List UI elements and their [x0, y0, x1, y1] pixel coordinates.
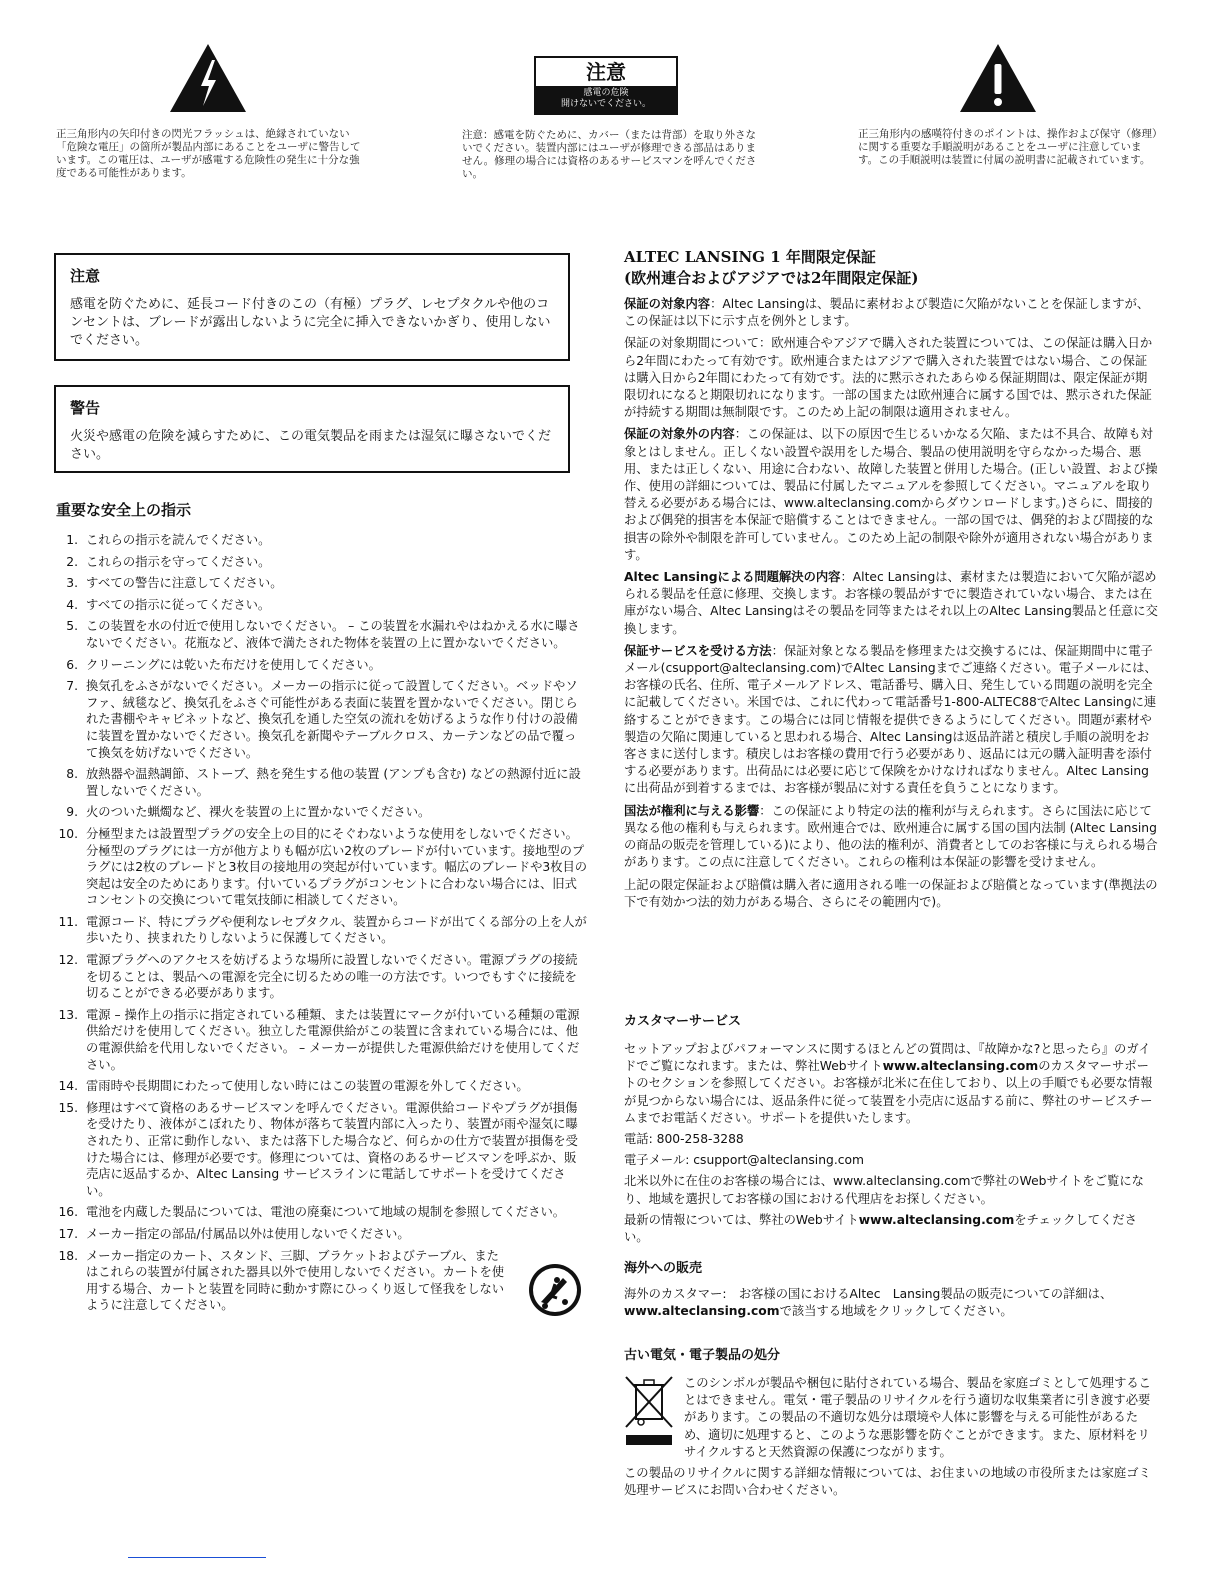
safety-item [56, 1007, 588, 1073]
exclamation-caption: 正三角形内の感嘆符付きのポイントは、操作および保守（修理）に関する重要な手順説明があることをユーザに注意しています。この手順説明は装置に付属の説明書に記載されています。 [858, 128, 1158, 166]
caution-label [534, 56, 678, 115]
customer-service-international: 北米以外に在住のお客様の場合には、www.alteclansing.comで弊社のWebサイトをご覧になり、地域を選択してお客様の国における代理店をお探しください。 [624, 1174, 1144, 1206]
lightning-triangle-icon [168, 42, 248, 114]
warranty-coverage: 保証の対象内容：Altec Lansingは、製品に素材および製造に欠陥がないことを保証しますが、この保証は以下に示す点を例外とします。 [624, 297, 1150, 329]
caution-box-text: 感電を防ぐために、延長コード付きのこの（有極）プラグ、レセプタクルや他のコンセントは、ブレードが露出しないように完全に挿入できないかぎり、使用しないでください。 [70, 297, 551, 348]
website-link[interactable]: www.alteclansing.com [858, 1212, 1015, 1227]
warning-box-text: 火災や感電の危険を減らすために、この電気製品を雨または湿気に曝さないでください。 [70, 429, 552, 462]
safety-item [56, 678, 588, 761]
safety-item-text: 換気孔をふさがないでください。メーカーの指示に従って設置してください。ベッドやソファ、絨毯など、換気孔をふさぐ可能性がある表面に装置を置かないでください。閉じられた書棚やキャビネットなど、換気孔を通した空気の流れを妨げるような作り付けの設備に装置を置かないでください。換気孔を新聞やテーブルクロス、カーテンなどの品で覆って換気を妨げないでください。 [86, 679, 578, 760]
safety-item-number: 3. [66, 576, 78, 591]
safety-item-text: 電源プラグへのアクセスを妨げるような場所に設置しないでください。電源プラグの接続を切ることは、製品への電源を完全に切るための唯一の方法です。いつでもすぐに接続を切ることができる必要があります。 [86, 953, 578, 1001]
safety-item-number: 10. [58, 826, 78, 841]
safety-item [56, 618, 588, 651]
safety-item-number: 17. [58, 1226, 78, 1241]
safety-item [56, 1204, 588, 1221]
safety-item [56, 952, 588, 1002]
safety-item-number: 9. [66, 805, 78, 820]
safety-item [56, 1078, 588, 1095]
warranty-law: 国法が権利に与える影響：この保証により特定の法的権利が与えられます。さらに国法に応じて異なる他の権利も与えられます。欧州連合では、欧州連合に属する国の国内法制 (Altec Lansingの商品の販売を管理している)により、他の法的権利が、消費者としてのお客様に与えられる場合があります。この点に注意してください。これらの権利は本保証の影響を受けません。 [624, 803, 1158, 870]
safety-item [56, 914, 588, 947]
safety-item-number: 11. [58, 914, 78, 929]
safety-item-text: これらの指示を読んでください。 [86, 533, 271, 547]
customer-service-email[interactable]: 電子メール: csupport@alteclansing.com [624, 1153, 864, 1168]
weee-symbol [624, 1375, 680, 1465]
exclamation-symbol-block [858, 42, 1158, 167]
warning-box-title: 警告 [70, 399, 101, 417]
safety-item-number: 1. [66, 533, 78, 547]
disposal-text-continued: この製品のリサイクルに関する詳細な情報については、お住まいの地域の市役所または家庭ゴミ処理サービスにお問い合わせください。 [624, 1466, 1151, 1498]
safety-item [56, 657, 588, 674]
safety-item [56, 766, 588, 799]
lightning-symbol-block [56, 42, 366, 180]
safety-item-number: 14. [58, 1079, 78, 1094]
safety-item [56, 1226, 588, 1243]
safety-item-text: 電源 – 操作上の指示に指定されている種類、または装置にマークが付いている種類の電源供給だけを使用してください。独立した電源供給がこの装置に含まれている場合には、他の電源供給を代用しないでください。 – メーカーが提供した電源供給だけを使用してください。 [86, 1007, 580, 1072]
safety-item-text: 修理はすべて資格のあるサービスマンを呼んでください。電源供給コードやプラグが損傷を受けたり、液体がこぼれたり、物体が落ちて装置内部に入ったり、装置が雨や湿気に曝されたり、正常に動作しない、または落下した場合など、何らかの仕方で装置が損傷を受けた場合には、修理が必要です。修理については、資格のあるサービスマンを呼ぶか、販売店に返品するか、Altec Lansing サービスラインに電話してサポートを受けてください。 [86, 1100, 578, 1198]
warranty-period: 保証の対象期間について：欧州連合やアジアで購入された装置については、この保証は購入日から2年間にわたって有効です。欧州連合またはアジアで購入された装置ではない場合、この保証は購入日から2年間にわたって有効です。法的に黙示されたあらゆる保証期間は、限定保証が期限切れになると期限切れになります。一部の国または欧州連合に属する国では、黙示された保証が持続する期間は無制限です。このため上記の制限は適用されません。 [624, 336, 1153, 420]
safety-item-text: クリーニングには乾いた布だけを使用してください。 [86, 657, 381, 672]
caution-label-subtitle: 感電の危険 開けないでください。 [536, 86, 676, 113]
safety-item-number: 8. [66, 767, 78, 782]
customer-service-title: カスタマーサービス [624, 1014, 742, 1029]
safety-item [56, 1248, 588, 1314]
caution-box-title: 注意 [70, 267, 101, 285]
safety-item [56, 575, 588, 592]
safety-item-number: 6. [66, 657, 78, 672]
safety-item-number: 4. [66, 597, 78, 612]
warranty-title-line1: ALTEC LANSING 1 年間限定保証 [624, 248, 876, 266]
safety-item-text: この装置を水の付近で使用しないでください。 – この装置を水漏れやはねかえる水に曝さないでください。花瓶など、液体で満たされた物体を装置の上に置かないでください。 [86, 619, 580, 650]
customer-service-intro: セットアップおよびパフォーマンスに関するほとんどの質問は、『故障かな?と思ったら』のガイドでご覧になれます。または、弊社Webサイトwww.alteclansing.comのカスタマーサポートのセクションを参照してください。お客様が北米に在住しており、以上の手順でも必要な情報が見つからない場合には、返品条件に従って装置を小売店に返品する前に、弊社のサービスチームまでお電話ください。サポートを提供いたします。 [624, 1042, 1153, 1125]
website-link[interactable]: www.alteclansing.com [882, 1059, 1039, 1074]
safety-item-text: すべての指示に従ってください。 [86, 597, 271, 612]
safety-item-text: メーカー指定の部品/付属品以外は使用しないでください。 [86, 1226, 410, 1241]
safety-item-number: 13. [58, 1007, 78, 1022]
safety-item [56, 826, 588, 909]
warning-box [54, 385, 570, 473]
caution-label-title: 注意 [586, 60, 626, 84]
disposal-body [624, 1375, 1158, 1465]
lightning-caption: 正三角形内の矢印付きの閃光フラッシュは、絶縁されていない「危険な電圧」の箇所が製品内部にあることをユーザに警告しています。この電圧は、ユーザが感電する危険性の発生に十分な強度である可能性があります。 [56, 128, 361, 179]
safety-item-number: 16. [58, 1205, 78, 1220]
safety-item-number: 7. [66, 679, 78, 694]
safety-item-number: 18. [58, 1248, 78, 1263]
disposal-section [624, 1344, 1158, 1503]
warranty-service: 保証サービスを受ける方法：保証対象となる製品を修理または交換するには、保証期間中に電子メール(csupport@alteclansing.com)でAltec Lansingまでご連絡ください。電子メールには、お客様の氏名、住所、電子メールアドレス、電話番号、購入日、発生している問題の説明を完全に記載してください。米国では、これに代わって電話番号1-800-ALTEC88でAltec Lansingに連絡することができます。この場合には同じ情報を提供できるようにしてください。問題が素材や製造の欠陥に関連していると思われる場合、Altec Lansingは返品許諾と積戻し手順の説明をお客さまに送付します。積戻しはお客様の費用で行う必要があり、返品には元の購入証明書を添付する必要があります。出荷品には必要に応じて保険をかけなければなりません。Altec Lansingに出荷品が到着するまでは、お客様が製品に対する責任を負うことになります。 [624, 643, 1157, 796]
safety-item [56, 804, 588, 821]
warranty-limit: 上記の限定保証および賠償は購入者に適用される唯一の保証および賠償となっています(準拠法の下で有効かつ法的効力がある場合、さらにその範囲内で)。 [624, 877, 1158, 909]
safety-item [56, 554, 588, 571]
warranty-exclusions: 保証の対象外の内容：この保証は、以下の原因で生じるいかなる欠陥、または不具合、故障も対象とはしません。正しくない設置や誤用をした場合、製品の使用説明を守らなかった場合、悪用、または正しくない、用途に合わない、故障した装置と併用した場合。(正しい設置、および操作、使用の詳細については、製品に付属したマニュアルを参照してください。マニュアルを取り替える必要がある場合には、www.alteclansing.comからダウンロードします。)さらに、間接的および偶発的損害を本保証で賠償することはできません。一部の国では、偶発的および間接的な損害の除外や制限を許可していません。このため上記の制限や除外が適用されない場合があります。 [624, 427, 1158, 562]
safety-item [56, 532, 588, 549]
safety-item-text: メーカー指定のカート、スタンド、三脚、ブラケットおよびテーブル、またはこれらの装置が付属された器具以外で使用しないでください。カートを使用する場合、カートと装置を同時に動かす際にひっくり返して怪我をしないように注意してください。 [86, 1248, 505, 1313]
overseas-text: 海外のカスタマー: お客様の国におけるAltec Lansing製品の販売についての詳細は、www.alteclansing.comで該当する地域をクリックしてください。 [624, 1287, 1113, 1319]
warranty-remedy: Altec Lansingによる問題解決の内容：Altec Lansingは、素材または製造において欠陥が認められる製品を任意に修理、交換します。お客様の製品がすでに製造されていない場合、または在庫がない場合、Altec Lansingはその製品を同等またはそれ以上のAltec Lansing製品と任意に交換します。 [624, 570, 1158, 636]
overseas-section [624, 1257, 1158, 1324]
warranty-title-line2: (欧州連合およびアジアでは2年間限定保証) [624, 269, 919, 287]
caution-label-block [462, 56, 762, 181]
safety-item-text: 火のついた蝋燭など、裸火を装置の上に置かないでください。 [86, 805, 431, 820]
customer-service-section [624, 1010, 1158, 1250]
overseas-title: 海外への販売 [624, 1261, 703, 1276]
safety-item-number: 5. [66, 619, 78, 634]
caution-box [54, 253, 570, 361]
safety-section [56, 499, 588, 1319]
safety-list [56, 532, 588, 1314]
caution-caption: 注意：感電を防ぐために、カバー（または背部）を取り外さないでください。装置内部にはユーザが修理できる部品はありません。修理の場合には資格のあるサービスマンを呼んでください。 [462, 129, 757, 180]
safety-item-text: 雷雨時や長期間にわたって使用しない時にはこの装置の電源を外してください。 [86, 1079, 529, 1094]
safety-item-text: 分極型または設置型プラグの安全上の目的にそぐわないような使用をしないでください。分極型のプラグには一方が他方よりも幅が広い2枚のブレードが付いています。接地型のプラグには2枚のブレードと3枚目の接地用の突起が付いています。幅広のブレードや3枚目の突起は安全のためにあります。付いているプラグがコンセントに合わない場合には、旧式コンセントの交換について電気技師に相談してください。 [86, 826, 588, 908]
cart-tip-over-icon [527, 1262, 583, 1318]
customer-service-latest: 最新の情報については、弊社のWebサイトwww.alteclansing.comをチェックしてください。 [624, 1212, 1137, 1245]
safety-item-number: 12. [58, 953, 78, 968]
safety-item-number: 15. [58, 1100, 78, 1115]
customer-service-phone: 電話: 800-258-3288 [624, 1132, 744, 1147]
warranty-section [624, 246, 1158, 916]
safety-item [56, 597, 588, 614]
website-link[interactable]: www.alteclansing.com [624, 1304, 780, 1319]
safety-item-text: すべての警告に注意してください。 [86, 576, 283, 591]
disposal-title: 古い電気・電子製品の処分 [624, 1348, 781, 1363]
disposal-text: このシンボルが製品や梱包に貼付されている場合、製品を家庭ゴミとして処理することはできません。電気・電子製品のリサイクルを行う適切な収集業者に引き渡す必要があります。この製品の不適切な処分は環境や人体に影響を与える可能性があるため、適切に処理すると、このような悪影響を防ぐことができます。また、原材料をリサイクルすると天然資源の保護につながります。 [684, 1376, 1151, 1459]
exclamation-triangle-icon [958, 42, 1038, 114]
safety-item-text: 電源コード、特にプラグや便利なレセプタクル、装置からコードが出てくる部分の上を人が歩いたり、挟まれたりしないように保護してください。 [86, 914, 587, 946]
crossed-bin-icon [624, 1375, 674, 1449]
safety-item-number: 2. [66, 554, 78, 569]
safety-item [56, 1100, 588, 1200]
safety-item-text: これらの指示を守ってください。 [86, 554, 271, 569]
footer-rule [128, 1557, 266, 1558]
safety-item-text: 放熱器や温熱調節、ストーブ、熱を発生する他の装置 (アンプも含む) などの熱源付近に設置しないでください。 [86, 767, 581, 798]
safety-title: 重要な安全上の指示 [56, 501, 192, 519]
safety-item-text: 電池を内蔵した製品については、電池の廃棄について地域の規制を参照してください。 [86, 1205, 566, 1220]
